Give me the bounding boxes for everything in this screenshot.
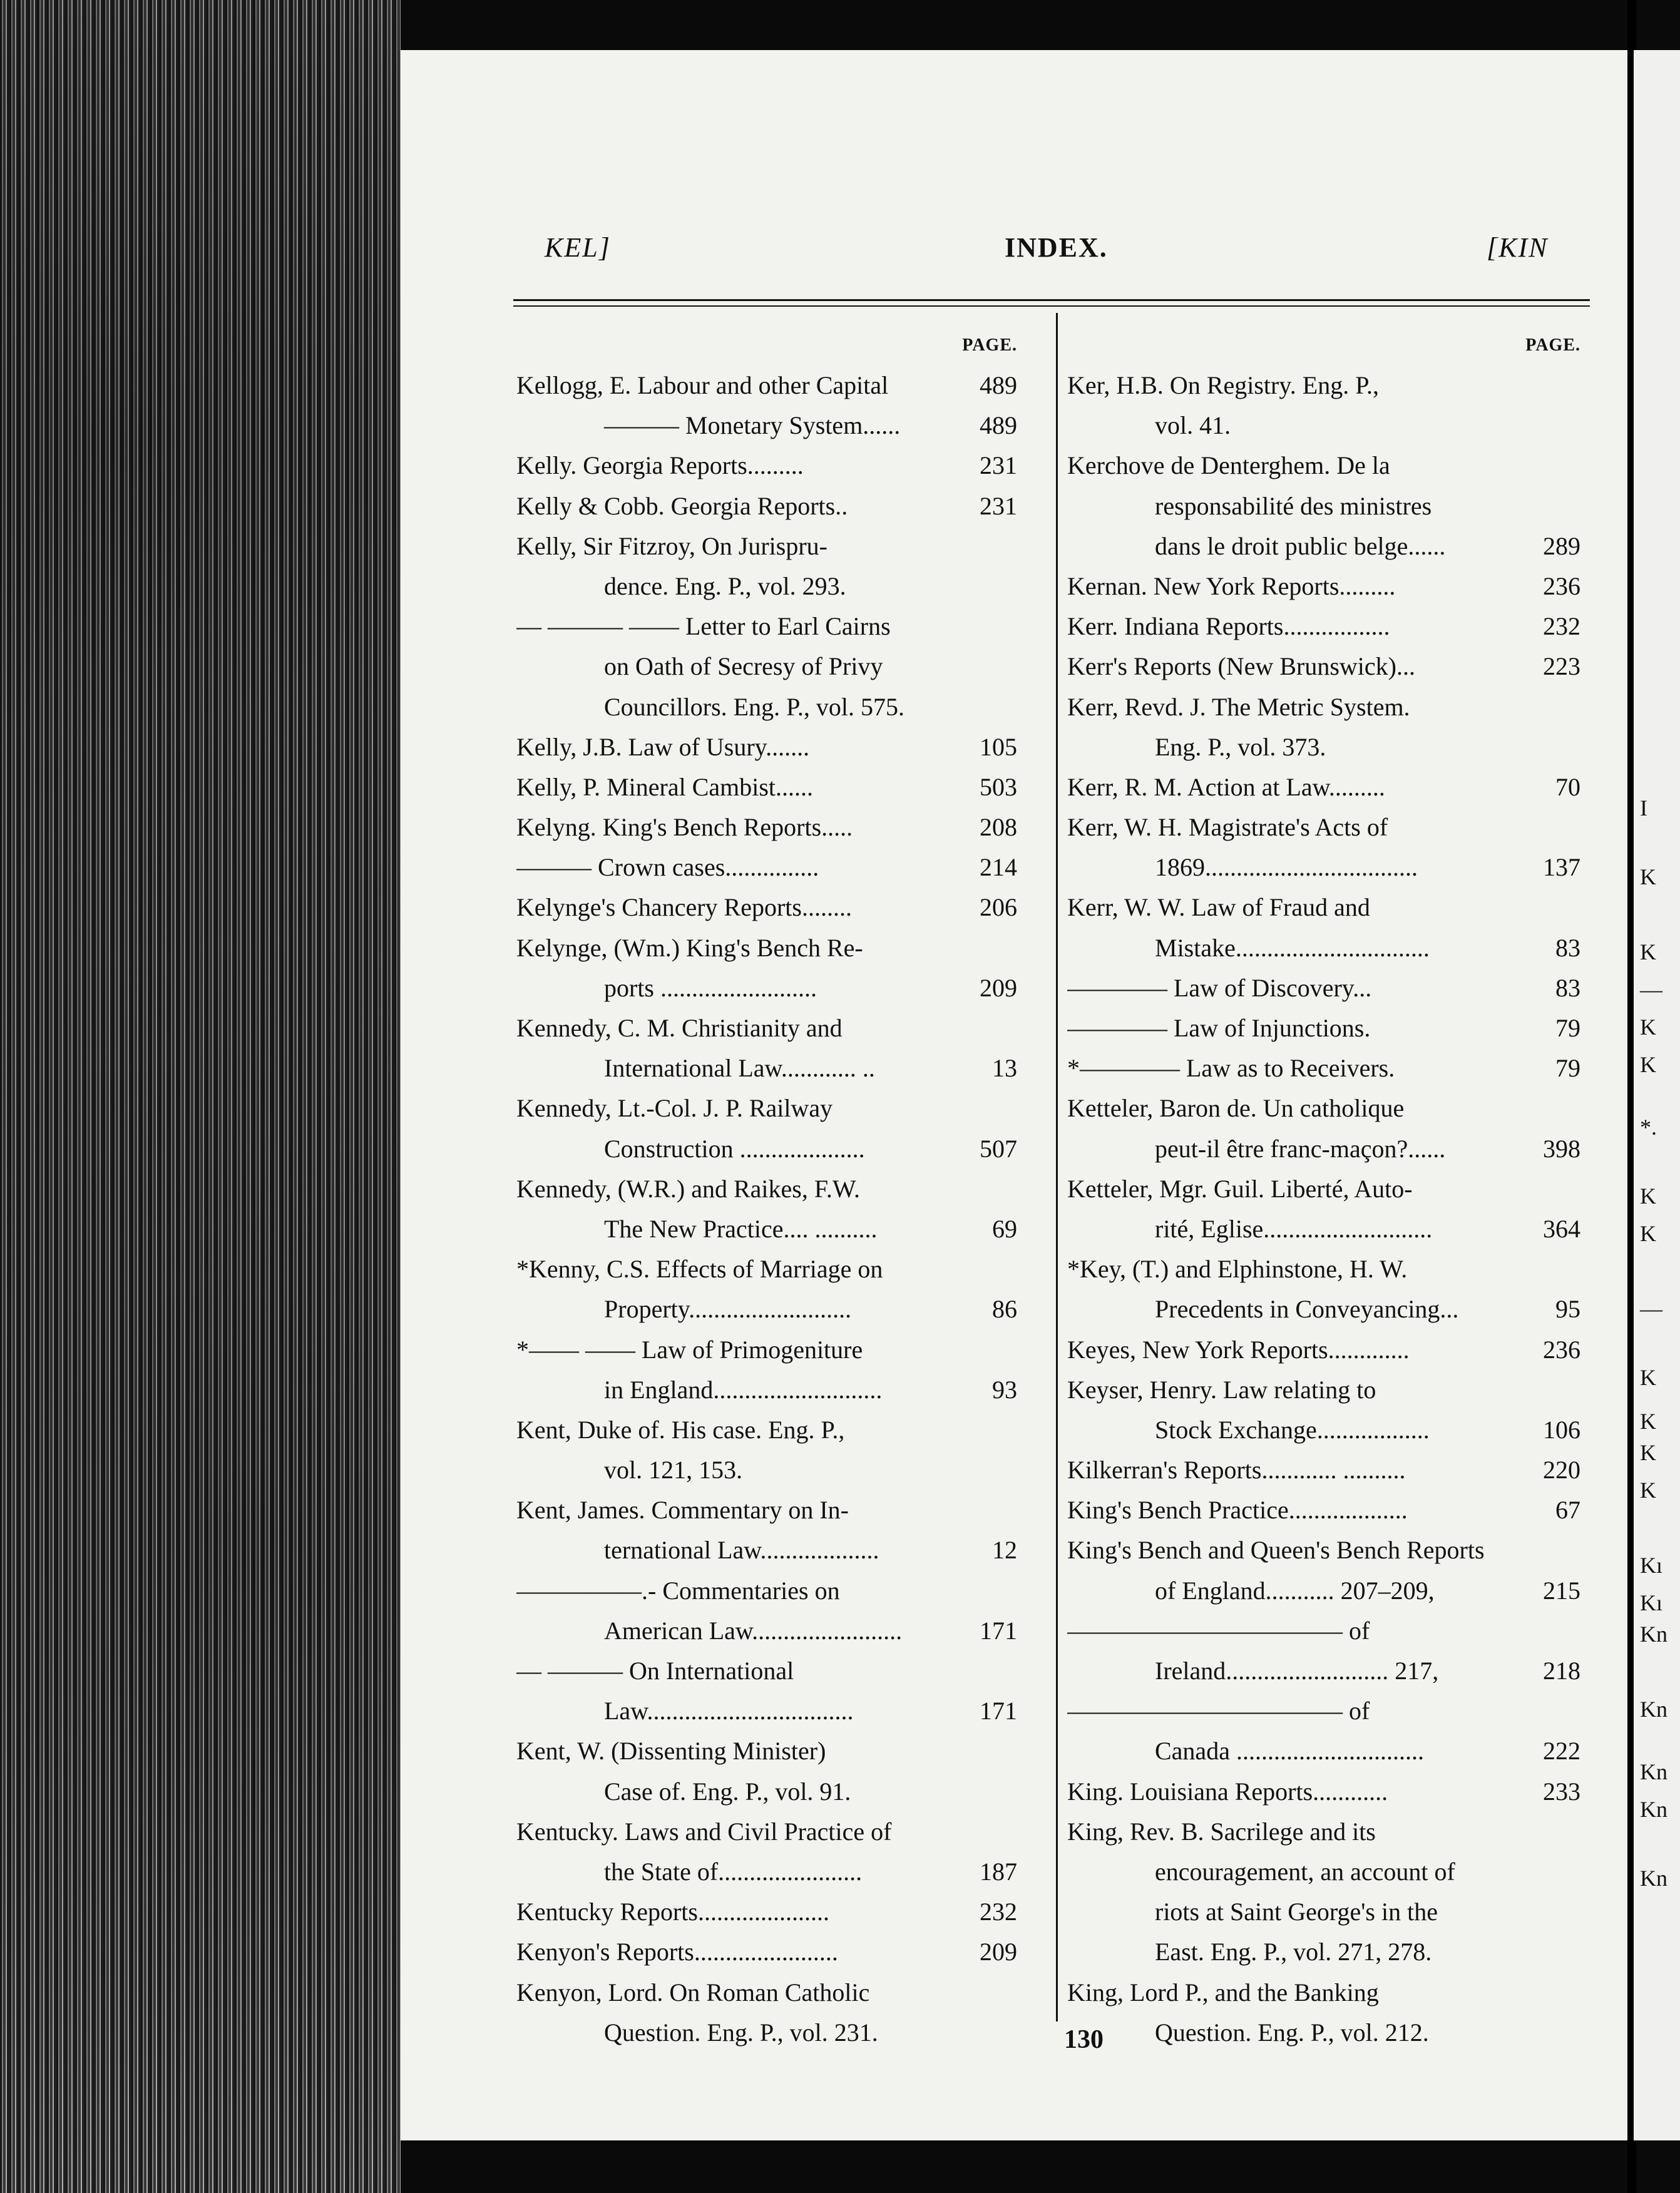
entry-text: Question. Eng. P., vol. 231. xyxy=(604,2018,878,2047)
entry-text: Kellogg, E. Labour and other Capital xyxy=(516,371,889,399)
index-entry xyxy=(516,2013,1017,2053)
entry-text: ——————————— of xyxy=(1067,1697,1370,1725)
index-entry xyxy=(516,1169,1017,1209)
entry-text: Kelyng. King's Bench Reports..... xyxy=(516,813,853,842)
index-entry xyxy=(1067,647,1580,687)
entry-page-number: 214 xyxy=(980,853,1017,882)
entry-text: *Key, (T.) and Elphinstone, H. W. xyxy=(1067,1255,1408,1284)
entry-page-number: 106 xyxy=(1543,1415,1580,1444)
entry-page-number: 83 xyxy=(1555,973,1580,1002)
entry-page-number: 398 xyxy=(1543,1134,1580,1163)
index-entry xyxy=(516,687,1017,727)
entry-text: Construction .................... xyxy=(604,1134,865,1163)
index-entry xyxy=(516,1571,1017,1611)
entry-text: in England........................... xyxy=(604,1375,883,1404)
entry-text: Ketteler, Mgr. Guil. Liberté, Auto- xyxy=(1067,1174,1413,1203)
adjacent-page-text: Kn xyxy=(1640,1797,1667,1822)
index-entry xyxy=(516,928,1017,968)
index-entry xyxy=(516,1892,1017,1932)
index-entry xyxy=(1067,406,1580,446)
index-entry xyxy=(516,1129,1017,1169)
entry-text: Kentucky Reports..................... xyxy=(516,1898,829,1926)
page-number: 130 xyxy=(1064,2025,1104,2054)
entry-text: the State of....................... xyxy=(604,1857,863,1886)
entry-text: Kelly & Cobb. Georgia Reports.. xyxy=(516,491,848,520)
index-entry xyxy=(516,406,1017,446)
adjacent-page-text: K xyxy=(1640,1052,1656,1077)
entry-page-number: 86 xyxy=(992,1295,1017,1324)
entry-text: King. Louisiana Reports............ xyxy=(1067,1777,1388,1806)
entry-text: Kenyon, Lord. On Roman Catholic xyxy=(516,1978,870,2006)
index-entry xyxy=(516,446,1017,486)
index-entry xyxy=(516,1209,1017,1249)
index-entry xyxy=(1067,2013,1580,2053)
adjacent-page-text: K xyxy=(1640,1183,1656,1209)
adjacent-page-text: K xyxy=(1640,864,1656,889)
entry-text: East. Eng. P., vol. 271, 278. xyxy=(1155,1938,1432,1966)
index-entry xyxy=(1067,1490,1580,1530)
entry-text: Stock Exchange.................. xyxy=(1155,1415,1430,1444)
entry-text: responsabilité des ministres xyxy=(1155,491,1432,520)
index-entry xyxy=(516,847,1017,887)
entry-text: Kerr's Reports (New Brunswick)... xyxy=(1067,652,1415,681)
index-entry xyxy=(516,1490,1017,1530)
index-entry xyxy=(516,1289,1017,1329)
index-entry xyxy=(516,1410,1017,1450)
running-head-left: KEL] xyxy=(545,232,611,263)
index-entry xyxy=(1067,1932,1580,1972)
index-entry xyxy=(516,1088,1017,1128)
entry-text: ———— Law of Injunctions. xyxy=(1067,1014,1371,1042)
index-entry xyxy=(1067,1008,1580,1048)
entry-text: on Oath of Secresy of Privy xyxy=(604,652,883,681)
entry-page-number: 507 xyxy=(980,1134,1017,1163)
index-entry xyxy=(1067,366,1580,406)
entry-text: Kent, Duke of. His case. Eng. P., xyxy=(516,1415,845,1444)
entry-text: King, Rev. B. Sacrilege and its xyxy=(1067,1817,1376,1846)
index-entry xyxy=(516,486,1017,526)
adjacent-page-text: K xyxy=(1640,1221,1656,1246)
adjacent-page-text: K xyxy=(1640,1015,1656,1040)
index-column-right xyxy=(1067,325,1580,2053)
index-entry xyxy=(516,1370,1017,1410)
index-entry xyxy=(1067,1450,1580,1490)
entry-text: Kent, W. (Dissenting Minister) xyxy=(516,1737,826,1766)
entry-text: King's Bench and Queen's Bench Reports xyxy=(1067,1536,1485,1565)
adjacent-page-text: K xyxy=(1640,1365,1656,1390)
index-entry xyxy=(1067,887,1580,928)
adjacent-page-text: I xyxy=(1640,795,1647,820)
entry-page-number: 236 xyxy=(1543,1335,1580,1364)
entry-text: Kelly, P. Mineral Cambist...... xyxy=(516,772,814,801)
adjacent-page-text: Kn xyxy=(1640,1866,1667,1891)
index-entry xyxy=(1067,1611,1580,1651)
adjacent-page-text: Kn xyxy=(1640,1697,1667,1722)
adjacent-page-text: — xyxy=(1640,1296,1662,1321)
index-entry xyxy=(1067,1973,1580,2013)
book-page-edges xyxy=(0,0,401,2193)
index-entry xyxy=(1067,446,1580,486)
index-page xyxy=(401,50,1627,2140)
entry-text: Canada .............................. xyxy=(1155,1737,1424,1766)
entry-page-number: 206 xyxy=(980,893,1017,922)
index-entry xyxy=(516,1691,1017,1731)
entry-text: Kelly, J.B. Law of Usury....... xyxy=(516,732,810,761)
index-entry xyxy=(1067,1852,1580,1892)
index-column-left xyxy=(516,325,1017,2053)
header-rule-top xyxy=(513,299,1590,301)
entry-text: *Kenny, C.S. Effects of Marriage on xyxy=(516,1255,883,1284)
index-entry xyxy=(516,727,1017,767)
entry-page-number: 171 xyxy=(980,1616,1017,1645)
entry-page-number: 69 xyxy=(992,1214,1017,1243)
index-entry xyxy=(1067,1048,1580,1088)
index-entry xyxy=(1067,687,1580,727)
entry-text: Kelynge's Chancery Reports........ xyxy=(516,893,852,922)
adjacent-page-text: K xyxy=(1640,1478,1656,1503)
entry-page-number: 79 xyxy=(1555,1054,1580,1083)
index-entry xyxy=(516,1852,1017,1892)
index-entry xyxy=(1067,1571,1580,1611)
entry-text: Kerr, W. H. Magistrate's Acts of xyxy=(1067,813,1388,842)
entry-text: vol. 41. xyxy=(1155,411,1231,440)
index-entry xyxy=(1067,1088,1580,1128)
page-column-label: PAGE. xyxy=(1525,335,1580,355)
entry-text: Kent, James. Commentary on In- xyxy=(516,1496,849,1525)
entry-text: American Law........................ xyxy=(604,1616,903,1645)
index-entry xyxy=(516,1932,1017,1972)
index-entry xyxy=(1067,1289,1580,1329)
entry-page-number: 289 xyxy=(1543,531,1580,560)
entry-page-number: 95 xyxy=(1555,1295,1580,1324)
entry-text: Kennedy, (W.R.) and Raikes, F.W. xyxy=(516,1174,860,1203)
entry-text: Keyser, Henry. Law relating to xyxy=(1067,1375,1376,1404)
index-entry xyxy=(516,366,1017,406)
index-entry xyxy=(516,1008,1017,1048)
entry-page-number: 231 xyxy=(980,451,1017,480)
entry-text: dence. Eng. P., vol. 293. xyxy=(604,571,846,600)
index-entry xyxy=(1067,1169,1580,1209)
entry-page-number: 67 xyxy=(1555,1496,1580,1525)
entry-page-number: 231 xyxy=(980,491,1017,520)
entry-page-number: 220 xyxy=(1543,1456,1580,1485)
index-entry xyxy=(516,1330,1017,1370)
entry-text: *———— Law as to Receivers. xyxy=(1067,1054,1395,1083)
entry-text: Keyes, New York Reports............. xyxy=(1067,1335,1410,1364)
entry-text: Kilkerran's Reports............ .......... xyxy=(1067,1456,1406,1485)
entry-text: —————.- Commentaries on xyxy=(516,1576,840,1605)
entry-text: Eng. P., vol. 373. xyxy=(1155,732,1326,761)
index-entry xyxy=(1067,1772,1580,1812)
index-entry xyxy=(1067,1370,1580,1410)
entry-page-number: 503 xyxy=(980,772,1017,801)
entry-text: Kelly. Georgia Reports......... xyxy=(516,451,804,480)
adjacent-page-text: Kn xyxy=(1640,1759,1667,1784)
entry-page-number: 232 xyxy=(1543,612,1580,641)
entry-text: Kelly, Sir Fitzroy, On Jurispru- xyxy=(516,531,827,560)
entry-text: Kerr. Indiana Reports................. xyxy=(1067,612,1390,641)
page-column-label: PAGE. xyxy=(962,335,1017,355)
entry-page-number: 187 xyxy=(980,1857,1017,1886)
entry-text: Kenyon's Reports....................... xyxy=(516,1938,838,1966)
index-entry xyxy=(1067,1330,1580,1370)
entry-text: ——— Monetary System...... xyxy=(604,411,901,440)
entry-text: ports ......................... xyxy=(604,973,817,1002)
entry-page-number: 105 xyxy=(980,732,1017,761)
index-entry xyxy=(1067,1249,1580,1289)
entry-text: The New Practice.... .......... xyxy=(604,1214,878,1243)
index-entry xyxy=(1067,1812,1580,1852)
index-entry xyxy=(516,968,1017,1008)
index-entries-left xyxy=(516,366,1017,2053)
entry-text: — ——— —— Letter to Earl Cairns xyxy=(516,612,891,641)
index-entry xyxy=(516,887,1017,928)
entry-text: King, Lord P., and the Banking xyxy=(1067,1978,1379,2006)
entry-text: Councillors. Eng. P., vol. 575. xyxy=(604,692,905,721)
index-entry xyxy=(1067,606,1580,647)
entry-text: rité, Eglise........................... xyxy=(1155,1214,1433,1243)
entry-text: ———— Law of Discovery... xyxy=(1067,973,1372,1002)
index-entry xyxy=(1067,1129,1580,1169)
entry-page-number: 93 xyxy=(992,1375,1017,1404)
index-entry xyxy=(1067,1530,1580,1570)
entry-text: International Law............ .. xyxy=(604,1054,875,1083)
adjacent-page-text: K xyxy=(1640,939,1656,964)
entry-text: Question. Eng. P., vol. 212. xyxy=(1155,2018,1429,2047)
entry-text: ternational Law................... xyxy=(604,1536,879,1565)
entry-text: Law................................. xyxy=(604,1697,854,1725)
entry-page-number: 208 xyxy=(980,813,1017,842)
index-entry xyxy=(516,1812,1017,1852)
index-entry xyxy=(516,1611,1017,1651)
index-entry xyxy=(516,606,1017,647)
index-entry xyxy=(516,1048,1017,1088)
index-entry xyxy=(516,1772,1017,1812)
index-entry xyxy=(516,647,1017,687)
entry-text: vol. 121, 153. xyxy=(604,1456,743,1485)
adjacent-page-fragment xyxy=(1634,50,1680,2140)
index-entry xyxy=(516,566,1017,606)
index-entries-right xyxy=(1067,366,1580,2053)
entry-page-number: 489 xyxy=(980,371,1017,399)
index-entry xyxy=(516,1249,1017,1289)
index-entry xyxy=(516,1651,1017,1691)
entry-page-number: 209 xyxy=(980,1938,1017,1966)
entry-text: Kerr, Revd. J. The Metric System. xyxy=(1067,692,1410,721)
entry-page-number: 364 xyxy=(1543,1214,1580,1243)
running-head-right: [KIN xyxy=(1487,232,1549,263)
entry-page-number: 223 xyxy=(1543,652,1580,681)
entry-text: Ketteler, Baron de. Un catholique xyxy=(1067,1094,1405,1123)
entry-text: 1869.................................. xyxy=(1155,853,1418,882)
header-rule-bottom xyxy=(513,305,1590,307)
index-entry xyxy=(1067,1731,1580,1771)
index-entry xyxy=(1067,727,1580,767)
index-entry xyxy=(1067,1209,1580,1249)
index-entry xyxy=(516,1530,1017,1570)
running-head-title: INDEX. xyxy=(1005,232,1108,263)
entry-text: ——— Crown cases............... xyxy=(516,853,819,882)
entry-page-number: 489 xyxy=(980,411,1017,440)
entry-text: Kerchove de Denterghem. De la xyxy=(1067,451,1390,480)
entry-text: Case of. Eng. P., vol. 91. xyxy=(604,1777,851,1806)
entry-text: Precedents in Conveyancing... xyxy=(1155,1295,1459,1324)
index-entry xyxy=(516,807,1017,847)
column-divider xyxy=(1056,313,1058,2022)
adjacent-page-text: K xyxy=(1640,1440,1656,1465)
entry-page-number: 79 xyxy=(1555,1014,1580,1042)
entry-page-number: 70 xyxy=(1555,772,1580,801)
entry-text: dans le droit public belge...... xyxy=(1155,531,1446,560)
entry-text: Property.......................... xyxy=(604,1295,852,1324)
entry-page-number: 222 xyxy=(1543,1737,1580,1766)
entry-page-number: 232 xyxy=(980,1898,1017,1926)
entry-page-number: 13 xyxy=(992,1054,1017,1083)
entry-text: Kelynge, (Wm.) King's Bench Re- xyxy=(516,933,863,962)
entry-text: Ker, H.B. On Registry. Eng. P., xyxy=(1067,371,1380,399)
entry-page-number: 171 xyxy=(980,1697,1017,1725)
entry-page-number: 137 xyxy=(1543,853,1580,882)
entry-text: King's Bench Practice................... xyxy=(1067,1496,1408,1525)
entry-text: Kerr, W. W. Law of Fraud and xyxy=(1067,893,1370,922)
entry-text: Kennedy, C. M. Christianity and xyxy=(516,1014,843,1042)
entry-text: Kennedy, Lt.-Col. J. P. Railway xyxy=(516,1094,833,1123)
index-entry xyxy=(1067,928,1580,968)
index-entry xyxy=(1067,807,1580,847)
entry-page-number: 236 xyxy=(1543,571,1580,600)
adjacent-page-text: K xyxy=(1640,1409,1656,1434)
adjacent-page-text: *. xyxy=(1640,1115,1657,1140)
entry-text: Kentucky. Laws and Civil Practice of xyxy=(516,1817,892,1846)
index-entry xyxy=(1067,1651,1580,1691)
entry-text: Kerr, R. M. Action at Law......... xyxy=(1067,772,1385,801)
entry-text: peut-il être franc-maçon?...... xyxy=(1155,1134,1446,1163)
entry-text: encouragement, an account of xyxy=(1155,1857,1455,1886)
index-entry xyxy=(516,1973,1017,2013)
entry-text: — ——— On International xyxy=(516,1657,794,1685)
entry-page-number: 83 xyxy=(1555,933,1580,962)
adjacent-page-text: — xyxy=(1640,977,1662,1002)
index-entry xyxy=(1067,1892,1580,1932)
entry-text: ——————————— of xyxy=(1067,1616,1370,1645)
index-entry xyxy=(516,1731,1017,1771)
entry-text: Mistake............................... xyxy=(1155,933,1430,962)
index-entry xyxy=(516,526,1017,566)
adjacent-page-text: Kı xyxy=(1640,1590,1662,1615)
index-entry xyxy=(516,1450,1017,1490)
index-entry xyxy=(1067,968,1580,1008)
entry-page-number: 209 xyxy=(980,973,1017,1002)
index-entry xyxy=(1067,526,1580,566)
entry-page-number: 233 xyxy=(1543,1777,1580,1806)
entry-page-number: 218 xyxy=(1543,1657,1580,1685)
adjacent-page-text: Kı xyxy=(1640,1553,1662,1578)
adjacent-page-text: Kn xyxy=(1640,1622,1667,1647)
index-entry xyxy=(1067,847,1580,887)
index-entry xyxy=(1067,1691,1580,1731)
entry-text: Kernan. New York Reports......... xyxy=(1067,571,1396,600)
entry-text: riots at Saint George's in the xyxy=(1155,1898,1438,1926)
index-entry xyxy=(1067,566,1580,606)
entry-page-number: 215 xyxy=(1543,1576,1580,1605)
entry-page-number: 12 xyxy=(992,1536,1017,1565)
index-entry xyxy=(1067,486,1580,526)
index-entry xyxy=(1067,767,1580,807)
entry-text: *—— —— Law of Primogeniture xyxy=(516,1335,863,1364)
index-entry xyxy=(516,767,1017,807)
entry-text: Ireland.......................... 217, xyxy=(1155,1657,1439,1685)
index-entry xyxy=(1067,1410,1580,1450)
entry-text: of England........... 207–209, xyxy=(1155,1576,1435,1605)
